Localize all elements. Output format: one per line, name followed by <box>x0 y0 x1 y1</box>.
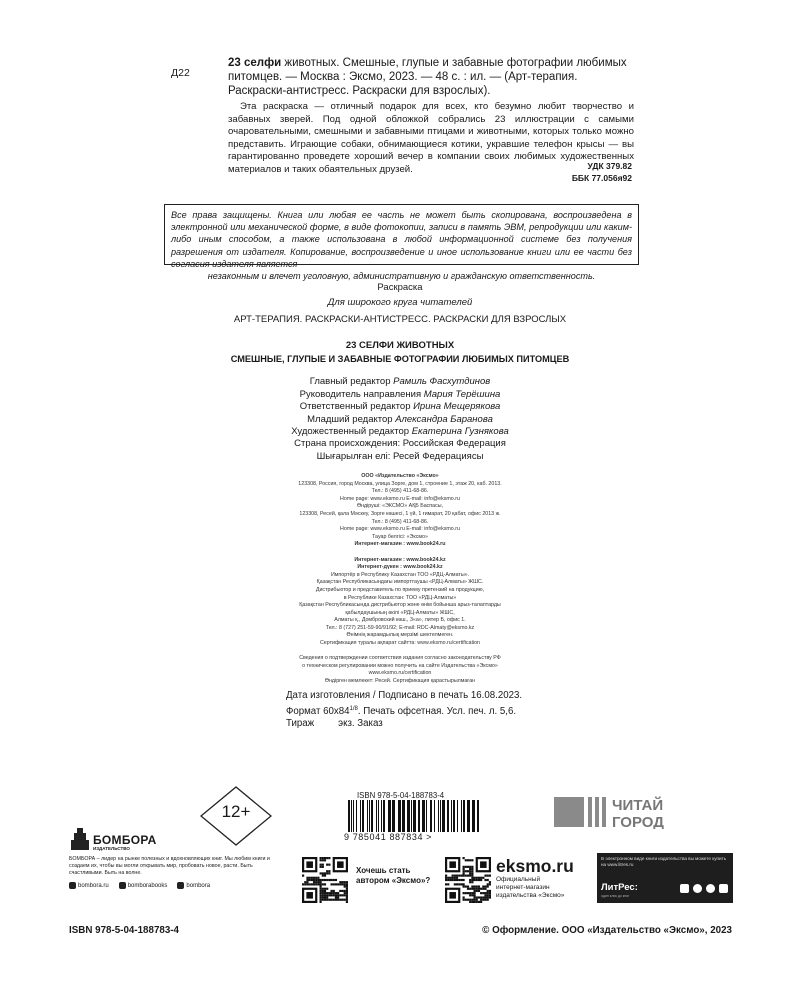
format-fraction: 1/8 <box>349 705 358 712</box>
publisher-line: Home page: www.eksmo.ru E-mail: info@eksmo.ru <box>340 526 460 533</box>
apple-icon <box>693 884 702 893</box>
gorod-text: ГОРОД <box>612 814 664 829</box>
globe-icon <box>69 882 76 889</box>
eksmo-logo: eksmo.ru <box>496 856 574 876</box>
social-vk[interactable] <box>119 882 168 889</box>
audience: Для широкого круга читателей <box>327 297 473 308</box>
barcode <box>348 800 480 832</box>
format-label: Формат 60x84 <box>286 705 350 717</box>
publisher-line: қабылдаушының өкілі «РДЦ-Алматы» ЖШС, <box>345 609 455 616</box>
chitai-text: ЧИТАЙ <box>612 797 664 814</box>
print-info <box>286 690 522 731</box>
editor-line <box>0 414 800 427</box>
eksmo-sub-line: Официальный <box>496 876 541 883</box>
editor-line <box>0 401 800 414</box>
qr-code-icon[interactable] <box>445 857 491 903</box>
udk: УДК 379.82 <box>587 161 632 171</box>
publisher-line: Тел.: 8 (495) 411-68-86. <box>371 518 429 525</box>
publisher-line: Сведения о подтверждении соответствия издания согласно законодательству РФ <box>299 655 501 662</box>
social-site[interactable] <box>69 882 109 889</box>
series: АРТ-ТЕРАПИЯ. РАСКРАСКИ-АНТИСТРЕСС. РАСКРАСКИ ДЛЯ ВЗРОСЛЫХ <box>233 314 567 325</box>
android-icon <box>680 884 689 893</box>
publisher-line: Интернет-дүкен : www.book24.kz <box>357 564 443 571</box>
bombora-logo-icon <box>69 826 91 852</box>
annotation: Эта раскраска — отличный подарок для всех, кто безумно любит творчество и забавных зверей. Под одной обложкой собрались 23 иллюстрации с самыми очаровательными, смешными и забавными птицами и животными, которых только можно представить. Играющие собаки, обнимающиеся котики, укравшие телефон крысы — вы гарантированно проведете хороший вечер в компании своих любимых художественных материалов и таких обаятельных друзей. <box>228 101 634 175</box>
litres-slogan: один клик до книг <box>601 894 630 898</box>
social-label: bomborabooks <box>127 883 168 890</box>
vk-icon <box>119 882 126 889</box>
publisher-line: Тел.: 8 (495) 411-68-86. <box>371 488 429 495</box>
publisher-line: Өндіруші: «ЭКСМО» АҚБ Баспасы, <box>356 503 444 510</box>
chrome-icon <box>706 884 715 893</box>
editor-role: Руководитель направления <box>299 388 424 400</box>
barcode-isbn: ISBN 978-5-04-188783-4 <box>357 791 445 800</box>
editor-name: Ирина Мещерякова <box>413 401 501 412</box>
publisher-line: Импортёр в Республику Казахстан ТОО «РДЦ-Алматы». <box>330 571 470 578</box>
classification <box>572 160 632 184</box>
bib-code: Д22 <box>171 67 190 79</box>
country-kz: Шығарылған елі: Ресей Федерациясы <box>316 451 484 462</box>
country-ru: Страна происхождения: Российская Федерация <box>294 438 506 449</box>
bib-description <box>228 56 634 98</box>
qr-author-caption <box>356 866 430 886</box>
editor-line <box>0 389 800 402</box>
publisher-line: в Республике Казахстан: ТОО «РДЦ-Алматы» <box>343 594 457 601</box>
social-label: bombora.ru <box>78 883 109 890</box>
publisher-line: Алматы қ., Домбровский көш., 3«а», литер Б, офис 1. <box>334 617 466 624</box>
order-label: экз. Заказ <box>338 718 383 730</box>
litres-brand: ЛитРес: <box>601 882 638 893</box>
publisher-line: Өндірген мемлекет: Ресей. Сертификация қарастырылмаған <box>324 678 476 685</box>
qr-caption-line: Хочешь стать <box>356 866 411 875</box>
country-of-origin <box>0 437 800 463</box>
chitai-gorod-logo <box>554 795 690 829</box>
bib-title: 23 селфи <box>228 57 282 69</box>
publisher-line <box>0 648 800 656</box>
eksmo-sub-line: издательства «Эксмо» <box>496 892 565 899</box>
eksmo-sub-line: интернет-магазин <box>496 884 550 891</box>
publisher-line: Тел.: 8 (727) 251-59-90/91/92; E-mail: RDC-Almaty@eksmo.kz <box>325 624 475 631</box>
editors-list <box>0 376 800 439</box>
editor-name: Екатерина Гузнякова <box>411 426 509 437</box>
book-title: 23 СЕЛФИ ЖИВОТНЫХ <box>345 340 455 351</box>
bombora-description: БОМБОРА – лидер на рынке полезных и вдохновляющих книг. Мы любим книги и создаем их, чтобы вы могли открывать мир, пробовать новое, расти. Быть счастливыми. Быть на волне. <box>69 856 270 876</box>
publisher-info <box>0 473 800 686</box>
print-run <box>286 718 522 731</box>
editor-role: Младший редактор <box>307 413 396 425</box>
qr-code-icon[interactable] <box>302 857 348 903</box>
print-run-label: Тираж <box>286 718 315 730</box>
social-other[interactable] <box>177 882 210 889</box>
print-format <box>286 703 522 719</box>
format-rest: . Печать офсетная. Усл. печ. л. 5,6. <box>357 705 517 717</box>
litres-text: В электронном виде книги издательства вы можете купить на www.litres.ru <box>601 856 727 867</box>
editor-role: Главный редактор <box>309 376 394 387</box>
windows-icon <box>719 884 728 893</box>
telegram-icon <box>177 882 184 889</box>
editor-role: Художественный редактор <box>291 426 412 437</box>
print-date: Дата изготовления / Подписано в печать 16.08.2023. <box>286 690 523 701</box>
age-rating: 12+ <box>221 802 251 821</box>
publisher-line: Қазақстан Республикасында дистрибьютор және өнім бойынша арыз-талаптарды <box>299 602 501 609</box>
publisher-line: ООО «Издательство «Эксмо» <box>361 473 439 479</box>
editor-line <box>0 376 800 389</box>
qr-caption-line: автором «Эксмо»? <box>356 876 431 885</box>
footer-isbn: ISBN 978-5-04-188783-4 <box>69 925 180 936</box>
bombora-social <box>69 882 210 889</box>
editor-name: Мария Терёшина <box>423 388 501 400</box>
rights-notice <box>164 204 639 282</box>
footer-copyright: © Оформление. ООО «Издательство «Эксмо», 2023 <box>482 925 732 936</box>
editor-name: Александра Баранова <box>395 413 493 425</box>
barcode-number: 9 785041 887834 > <box>344 832 433 842</box>
publisher-line <box>0 549 800 557</box>
bombora-name: БОМБОРА <box>93 833 157 847</box>
editor-name: Рамиль Фасхутдинов <box>393 376 491 387</box>
book-subtitle: СМЕШНЫЕ, ГЛУПЫЕ И ЗАБАВНЫЕ ФОТОГРАФИИ ЛЮБИМЫХ ПИТОМЦЕВ <box>230 354 570 364</box>
bib-text: животных. Смешные, глупые и забавные фотографии любимых питомцев. — Москва : Эксмо, 2023. — 48 с. : ил. — (Арт-терапия. Раскраски-антистресс. Раскраски для взрослых). <box>228 57 627 97</box>
publisher-line: Тауар белгісі: «Эксмо» <box>372 533 428 540</box>
publisher-line: о техническом регулировании можно получить на сайте Издательства «Эксмо» <box>302 662 498 669</box>
eksmo-subtitle <box>496 876 564 900</box>
rights-text: Все права защищены. Книга или любая ее часть не может быть скопирована, воспроизведена в электронной или механической форме, в виде фотокопии, записи в память ЭВМ, репродукции или каким-либо иным способом, а также использована в любой информационной системе без получения разрешения от издателя. Копирование, воспроизведение и иное использование книги или ее части без согласия издателя является <box>171 210 632 269</box>
social-label: bombora <box>186 883 211 890</box>
publisher-line: Сертификация туралы ақпарат сайтта: www.eksmo.ru/certification <box>319 640 481 647</box>
publisher-line: Өнімнің жарамдылық мерзімі шектелмеген. <box>346 632 454 639</box>
rights-last-line: незаконным и влечет уголовную, административную и гражданскую ответственность. <box>207 271 596 282</box>
bombora-sub: ИЗДАТЕЛЬСТВО <box>93 846 130 851</box>
publisher-line: 123308, Россия, город Москва, улица Зорге, дом 1, строение 1, этаж 20, каб. 2013. <box>298 480 502 487</box>
editor-role: Ответственный редактор <box>299 401 414 412</box>
publisher-line: www.eksmo.ru/certification <box>368 670 432 677</box>
publisher-line: 123308, Ресей, қала Мәскеу, Зорге көшесі, 1 үй, 1 ғимарат, 20 қабат, офис 2013 ж. <box>299 510 501 517</box>
publisher-line: Интернет-магазин : www.book24.ru <box>354 541 446 548</box>
publisher-line: Интернет-магазин : www.book24.kz <box>354 556 446 563</box>
bbk: ББК 77.056я92 <box>571 173 632 183</box>
publisher-line: Home page: www.eksmo.ru E-mail: info@eksmo.ru <box>340 495 460 502</box>
publisher-line: Дистрибьютор и представитель по приему претензий на продукцию, <box>315 586 485 593</box>
genre: Раскраска <box>377 282 423 293</box>
publisher-line: Қазақстан Республикасындағы импорттаушы «РДЦ-Алматы» ЖШС. <box>316 579 484 586</box>
